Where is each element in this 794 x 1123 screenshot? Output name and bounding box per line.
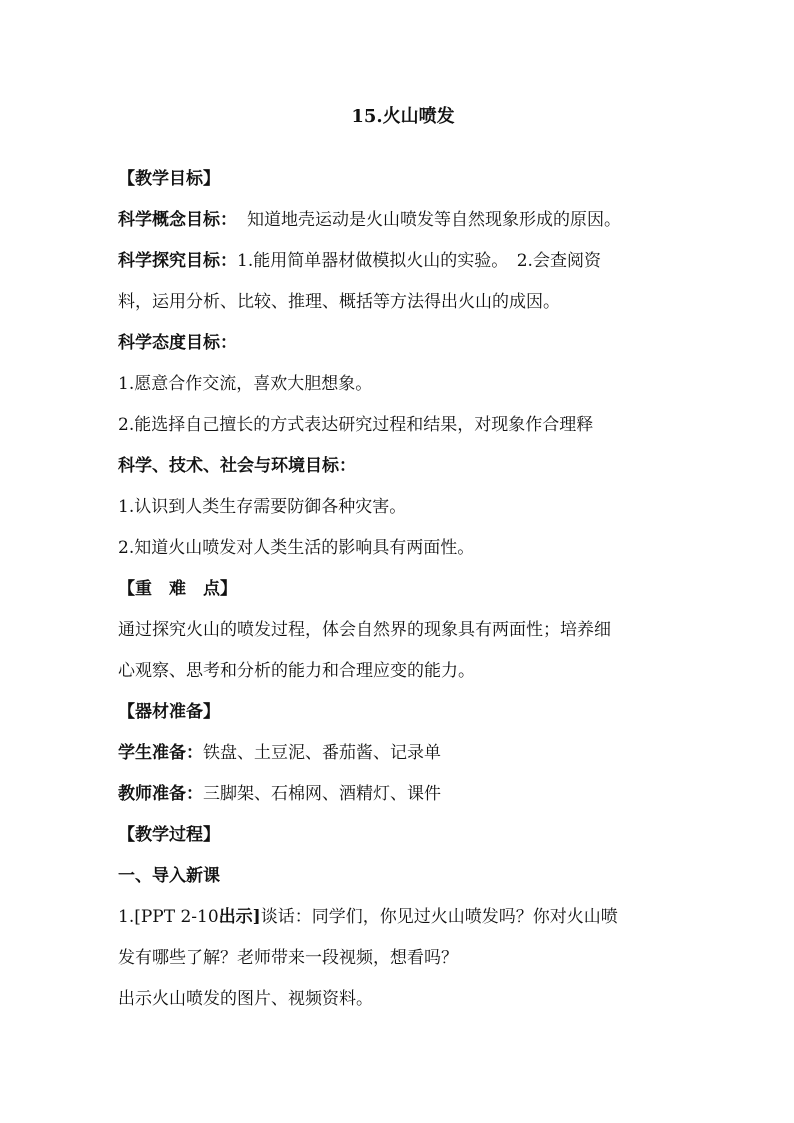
step1-ppt: [PPT 2-10 — [134, 907, 219, 927]
student-text: 铁盘、土豆泥、番茄酱、记录单 — [203, 743, 441, 763]
step1-line — [118, 897, 678, 938]
attitude-item-1: 1.愿意合作交流，喜欢大胆想象。 — [118, 374, 373, 394]
stse-item-2: 2.知道火山喷发对人类生活的影响具有两面性。 — [118, 538, 475, 558]
step1-text-2: 发有哪些了解？老师带来一段视频，想看吗？ — [118, 948, 458, 968]
step1-text-1: 谈话：同学们，你见过火山喷发吗？你对火山喷 — [260, 907, 618, 927]
document-title: 15.火山喷发 — [351, 106, 455, 127]
student-materials — [118, 733, 678, 774]
goals-heading: 【教学目标】 — [118, 169, 220, 189]
student-label: 学生准备： — [118, 743, 203, 763]
step1-show: 出示] — [218, 907, 261, 927]
process-heading: 【教学过程】 — [118, 825, 220, 845]
inquiry-goal — [118, 241, 678, 282]
key-text-1: 通过探究火山的喷发过程，体会自然界的现象具有两面性；培养细 — [118, 620, 611, 640]
concept-label: 科学概念目标： — [118, 210, 237, 230]
key-heading: 【重 难 点】 — [118, 579, 237, 599]
inquiry-text-2: 料，运用分析、比较、推理、概括等方法得出火山的成因。 — [118, 292, 560, 312]
teacher-materials — [118, 774, 678, 815]
teacher-label: 教师准备： — [118, 784, 203, 804]
part1-heading: 一、导入新课 — [118, 866, 220, 886]
document-page — [118, 98, 678, 1020]
step1-text-3: 出示火山喷发的图片、视频资料。 — [118, 989, 373, 1009]
teacher-text: 三脚架、石棉网、酒精灯、课件 — [203, 784, 441, 804]
key-text-2: 心观察、思考和分析的能力和合理应变的能力。 — [118, 661, 475, 681]
inquiry-label: 科学探究目标： — [118, 251, 237, 271]
step1-prefix: 1. — [118, 907, 135, 927]
concept-goal — [118, 200, 678, 241]
stse-label: 科学、技术、社会与环境目标： — [118, 456, 356, 476]
stse-item-1: 1.认识到人类生存需要防御各种灾害。 — [118, 497, 407, 517]
concept-text: 知道地壳运动是火山喷发等自然现象形成的原因。 — [247, 210, 621, 230]
materials-heading: 【器材准备】 — [118, 702, 220, 722]
attitude-label: 科学态度目标： — [118, 333, 237, 353]
inquiry-text-1: 1.能用简单器材做模拟火山的实验。 2.会查阅资 — [237, 251, 601, 271]
attitude-item-2: 2.能选择自己擅长的方式表达研究过程和结果，对现象作合理释 — [118, 415, 594, 435]
